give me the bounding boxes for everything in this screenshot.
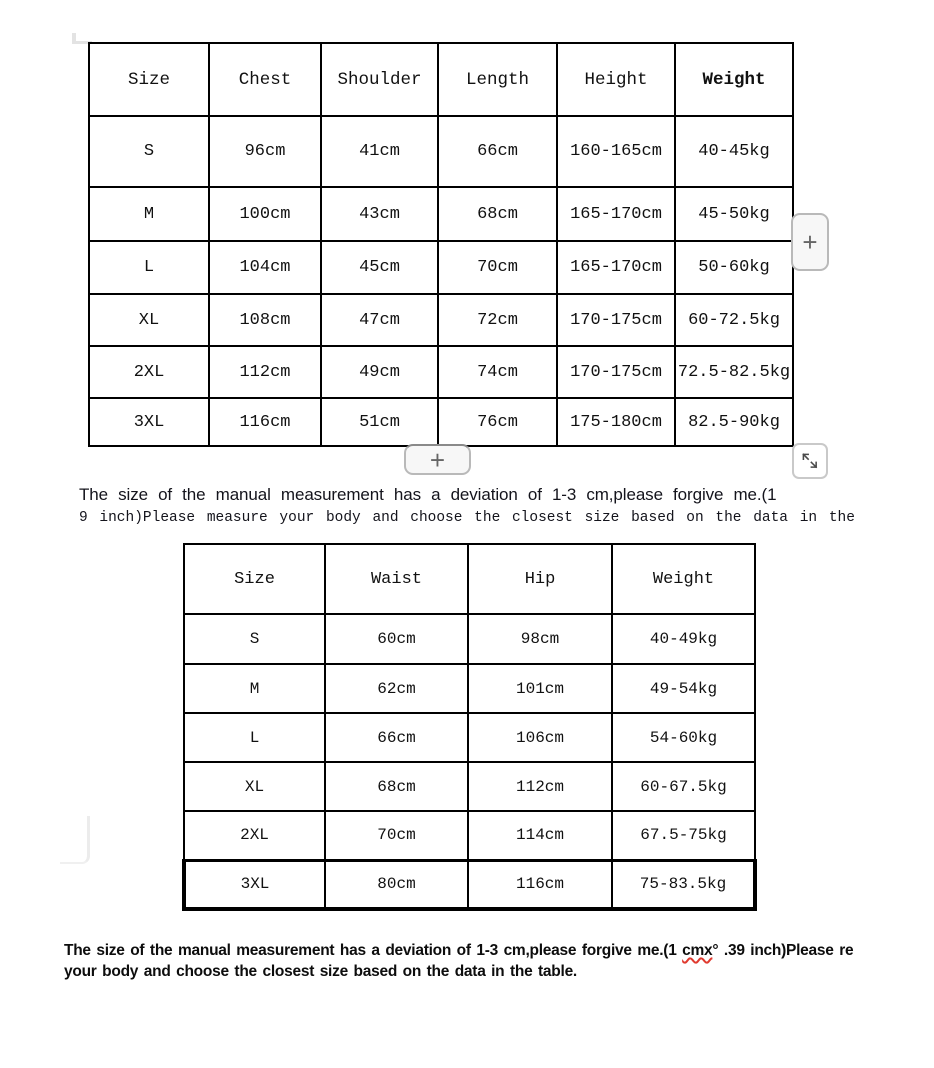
table-cell: 75-83.5kg	[612, 860, 755, 909]
table-cell: 70cm	[325, 811, 468, 860]
table-cell: L	[89, 241, 209, 294]
expand-table-button[interactable]	[792, 443, 828, 479]
table-cell: 114cm	[468, 811, 612, 860]
table-cell: 45-50kg	[675, 187, 793, 241]
table-row	[184, 762, 755, 811]
table-cell: 51cm	[321, 398, 438, 446]
table-cell: 67.5-75kg	[612, 811, 755, 860]
table-cell: 106cm	[468, 713, 612, 762]
table-row	[89, 116, 793, 187]
table-row	[89, 398, 793, 446]
note-line: 9 inch)Please measure your body and choose the closest size based on the data in the	[79, 510, 855, 526]
table-cell: 49cm	[321, 346, 438, 398]
add-column-button[interactable]	[791, 213, 829, 271]
table-cell: 116cm	[468, 860, 612, 909]
table-row	[184, 614, 755, 664]
table-cell: 72.5-82.5kg	[675, 346, 793, 398]
table-cell: 40-49kg	[612, 614, 755, 664]
table-row	[184, 811, 755, 860]
scan-artifact-left-edge	[60, 816, 90, 864]
table-cell: 112cm	[209, 346, 321, 398]
column-header: Size	[184, 544, 325, 614]
table-cell: 43cm	[321, 187, 438, 241]
table-cell: 82.5-90kg	[675, 398, 793, 446]
column-header: Size	[89, 43, 209, 116]
table-cell: 175-180cm	[557, 398, 675, 446]
misspelled-word: cmx	[682, 942, 713, 959]
table-cell: 66cm	[438, 116, 557, 187]
table-cell: XL	[184, 762, 325, 811]
column-header: Weight	[612, 544, 755, 614]
table-row	[89, 241, 793, 294]
table-cell: M	[184, 664, 325, 713]
header-row	[184, 544, 755, 614]
table-cell: 2XL	[184, 811, 325, 860]
table-cell: M	[89, 187, 209, 241]
table-cell: 70cm	[438, 241, 557, 294]
table-cell: 116cm	[209, 398, 321, 446]
note-text: ° .39 inch)Please re your body and choose the closest size based on the data in the table.	[64, 942, 854, 980]
table-cell: L	[184, 713, 325, 762]
table-cell: 101cm	[468, 664, 612, 713]
measurement-note-bottom	[64, 940, 886, 982]
table-cell: 98cm	[468, 614, 612, 664]
table-cell: 2XL	[89, 346, 209, 398]
table-cell: 40-45kg	[675, 116, 793, 187]
table-cell: XL	[89, 294, 209, 346]
table-cell: 74cm	[438, 346, 557, 398]
table-row	[89, 294, 793, 346]
table-cell: 80cm	[325, 860, 468, 909]
table-row	[184, 713, 755, 762]
table-cell: 60cm	[325, 614, 468, 664]
table-row	[184, 664, 755, 713]
table-cell: 60-67.5kg	[612, 762, 755, 811]
table-cell: 170-175cm	[557, 294, 675, 346]
column-header: Height	[557, 43, 675, 116]
column-header: Hip	[468, 544, 612, 614]
column-header: Waist	[325, 544, 468, 614]
table-cell: 96cm	[209, 116, 321, 187]
table-row	[184, 860, 755, 909]
table-cell: 165-170cm	[557, 187, 675, 241]
table-cell: 47cm	[321, 294, 438, 346]
plus-icon: +	[802, 227, 818, 257]
size-chart-bottom-table	[182, 543, 757, 911]
column-header: Weight	[675, 43, 793, 116]
table-cell: 104cm	[209, 241, 321, 294]
table-cell: S	[89, 116, 209, 187]
table-cell: S	[184, 614, 325, 664]
table-cell: 68cm	[325, 762, 468, 811]
size-chart-top-table	[88, 42, 794, 447]
table-cell: 62cm	[325, 664, 468, 713]
table-cell: 76cm	[438, 398, 557, 446]
table-cell: 112cm	[468, 762, 612, 811]
table-cell: 66cm	[325, 713, 468, 762]
table-cell: 41cm	[321, 116, 438, 187]
note-text: The size of the manual measurement has a deviation of 1-3 cm,please forgive me.(1	[64, 942, 683, 959]
table-cell: 3XL	[89, 398, 209, 446]
table-cell: 165-170cm	[557, 241, 675, 294]
plus-icon: +	[429, 444, 446, 475]
column-header: Length	[438, 43, 557, 116]
add-row-button[interactable]	[404, 444, 471, 475]
table-cell: 3XL	[184, 860, 325, 909]
table-cell: 72cm	[438, 294, 557, 346]
table-cell: 108cm	[209, 294, 321, 346]
column-header: Shoulder	[321, 43, 438, 116]
table-cell: 49-54kg	[612, 664, 755, 713]
measurement-note-top	[79, 485, 879, 526]
table-cell: 50-60kg	[675, 241, 793, 294]
table-cell: 60-72.5kg	[675, 294, 793, 346]
table-cell: 54-60kg	[612, 713, 755, 762]
table-cell: 68cm	[438, 187, 557, 241]
table-cell: 100cm	[209, 187, 321, 241]
table-cell: 45cm	[321, 241, 438, 294]
column-header: Chest	[209, 43, 321, 116]
expand-diagonal-arrows-icon	[799, 450, 821, 472]
table-row	[89, 346, 793, 398]
header-row	[89, 43, 793, 116]
table-cell: 170-175cm	[557, 346, 675, 398]
note-line: The size of the manual measurement has a deviation of 1-3 cm,please forgive me.(1	[79, 485, 777, 504]
table-cell: 160-165cm	[557, 116, 675, 187]
table-row	[89, 187, 793, 241]
